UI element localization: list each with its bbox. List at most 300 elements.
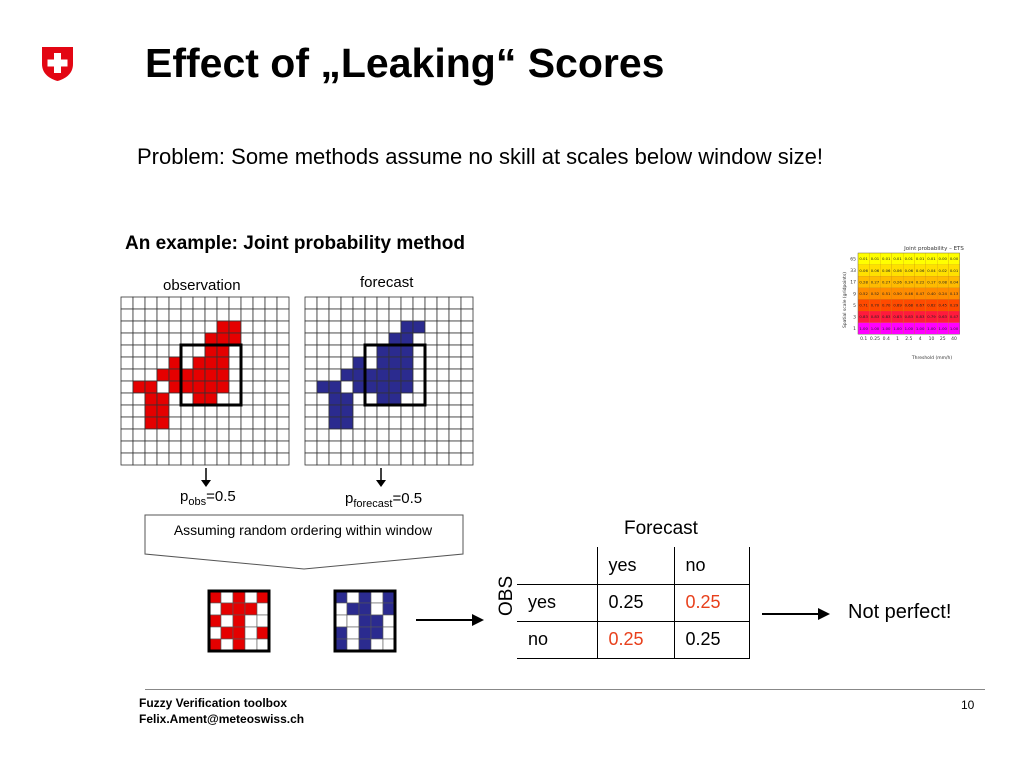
grid-cell [241, 441, 253, 453]
grid-cell [305, 429, 317, 441]
grid-cell [329, 297, 341, 309]
cell-no-yes: 0.25 [597, 621, 674, 658]
thumbnail-value: 0.06 [859, 267, 868, 273]
filled-cell [377, 345, 389, 357]
grid-cell [229, 381, 241, 393]
grid-cell [121, 405, 133, 417]
filled-cell [389, 345, 401, 357]
grid-cell [353, 393, 365, 405]
thumbnail-x-tick: 2.5 [905, 337, 913, 343]
grid-cell [377, 333, 389, 345]
grid-cell [253, 405, 265, 417]
grid-cell [169, 309, 181, 321]
right-arrow-icon [416, 612, 484, 628]
grid-cell [413, 441, 425, 453]
grid-cell [121, 441, 133, 453]
col-header-no: no [674, 547, 749, 584]
grid-cell [181, 309, 193, 321]
filled-cell [193, 369, 205, 381]
filled-cell [371, 615, 383, 627]
filled-cell [181, 381, 193, 393]
grid-cell [229, 405, 241, 417]
grid-cell [133, 429, 145, 441]
grid-cell [413, 381, 425, 393]
grid-cell [317, 453, 329, 465]
filled-cell [383, 603, 395, 615]
grid-cell [133, 369, 145, 381]
grid-cell [253, 309, 265, 321]
thumbnail-x-tick: 0.1 [860, 337, 868, 343]
grid-cell [305, 405, 317, 417]
thumbnail-y-tick: 3 [853, 315, 856, 321]
filled-cell [359, 615, 371, 627]
filled-cell [341, 417, 353, 429]
filled-cell [209, 615, 221, 627]
grid-cell [205, 321, 217, 333]
grid-cell [461, 453, 473, 465]
thumbnail-value: 0.47 [915, 291, 925, 296]
filled-cell [347, 603, 359, 615]
filled-cell [205, 357, 217, 369]
filled-cell [193, 357, 205, 369]
grid-cell [389, 309, 401, 321]
filled-cell [413, 321, 425, 333]
grid-cell [341, 309, 353, 321]
grid-cell [265, 441, 277, 453]
thumbnail-value: 0.83 [893, 314, 902, 320]
thumbnail-x-tick: 4 [918, 337, 922, 343]
ets-thumbnail-chart [840, 242, 964, 360]
grid-cell [365, 405, 377, 417]
filled-cell [133, 381, 145, 393]
grid-cell [425, 297, 437, 309]
grid-cell [229, 297, 241, 309]
contingency-table [517, 547, 750, 659]
grid-cell [305, 417, 317, 429]
grid-cell [461, 429, 473, 441]
grid-cell [241, 417, 253, 429]
thumbnail-value: 0.06 [904, 267, 914, 273]
filled-cell [401, 357, 413, 369]
grid-cell [329, 333, 341, 345]
thumbnail-value: 0.06 [870, 267, 880, 273]
filled-cell [353, 381, 365, 393]
grid-cell [277, 405, 289, 417]
filled-cell [217, 357, 229, 369]
grid-cell [193, 321, 205, 333]
grid-cell [193, 441, 205, 453]
assumption-text: Assuming random ordering within window [173, 522, 433, 538]
grid-cell [425, 369, 437, 381]
grid-cell [241, 309, 253, 321]
grid-cell [353, 429, 365, 441]
grid-cell [181, 441, 193, 453]
grid-cell [193, 429, 205, 441]
grid-cell [365, 333, 377, 345]
thumbnail-x-tick: 0.25 [869, 337, 880, 343]
grid-cell [305, 321, 317, 333]
thumbnail-title: Joint probability – ETS [904, 246, 964, 252]
grid-cell [245, 591, 257, 603]
grid-cell [317, 417, 329, 429]
grid-cell [365, 453, 377, 465]
grid-cell [437, 297, 449, 309]
grid-cell [277, 381, 289, 393]
grid-cell [389, 453, 401, 465]
grid-cell [169, 453, 181, 465]
thumbnail-value: 0.83 [882, 314, 891, 320]
grid-cell [277, 333, 289, 345]
filled-cell [205, 381, 217, 393]
grid-cell [229, 453, 241, 465]
grid-cell [425, 393, 437, 405]
thumbnail-value: 0.01 [915, 256, 925, 262]
grid-cell [121, 357, 133, 369]
grid-cell [383, 627, 395, 639]
grid-cell [305, 393, 317, 405]
grid-cell [335, 615, 347, 627]
grid-cell [341, 333, 353, 345]
grid-cell [209, 603, 221, 615]
grid-cell [221, 639, 233, 651]
filled-cell [401, 321, 413, 333]
grid-cell [437, 393, 449, 405]
grid-cell [341, 357, 353, 369]
forecast-grid [305, 297, 473, 465]
thumbnail-value: 0.13 [949, 291, 959, 296]
grid-cell [133, 333, 145, 345]
grid-cell [317, 357, 329, 369]
grid-cell [437, 309, 449, 321]
grid-cell [181, 321, 193, 333]
thumbnail-value: 0.50 [893, 291, 902, 296]
thumbnail-value: 0.83 [904, 314, 914, 320]
grid-cell [253, 297, 265, 309]
thumbnail-value: 0.40 [927, 291, 936, 296]
page-number: 10 [961, 698, 975, 712]
grid-cell [193, 417, 205, 429]
table-obs-label: OBS [496, 575, 517, 616]
grid-cell [121, 429, 133, 441]
grid-cell [377, 417, 389, 429]
grid-cell [329, 369, 341, 381]
grid-cell [277, 393, 289, 405]
grid-cell [449, 345, 461, 357]
grid-cell [157, 345, 169, 357]
footer-email: Felix.Ament@meteoswiss.ch [139, 712, 305, 726]
thumbnail-value: 0.27 [882, 279, 891, 285]
filled-cell [209, 591, 221, 603]
grid-cell [413, 453, 425, 465]
thumbnail-value: 0.24 [938, 291, 947, 296]
grid-cell [169, 345, 181, 357]
grid-cell [169, 429, 181, 441]
grid-cell [169, 417, 181, 429]
filled-cell [317, 381, 329, 393]
grid-cell [277, 429, 289, 441]
filled-cell [205, 345, 217, 357]
thumbnail-value: 0.04 [927, 267, 936, 273]
grid-cell [121, 309, 133, 321]
grid-cell [461, 381, 473, 393]
thumbnail-value: 0.06 [915, 267, 925, 273]
grid-cell [437, 429, 449, 441]
grid-cell [317, 333, 329, 345]
filled-cell [389, 393, 401, 405]
thumbnail-x-tick: 0.4 [882, 337, 890, 343]
grid-cell [341, 321, 353, 333]
filled-cell [181, 369, 193, 381]
grid-cell [413, 357, 425, 369]
filled-cell [193, 393, 205, 405]
grid-cell [437, 453, 449, 465]
grid-cell [241, 453, 253, 465]
grid-cell [277, 321, 289, 333]
grid-cell [437, 333, 449, 345]
grid-cell [277, 369, 289, 381]
grid-cell [449, 405, 461, 417]
thumbnail-x-tick: 10 [928, 337, 935, 343]
filled-cell [353, 369, 365, 381]
grid-cell [449, 333, 461, 345]
grid-cell [437, 345, 449, 357]
grid-cell [121, 321, 133, 333]
grid-cell [341, 381, 353, 393]
grid-cell [169, 321, 181, 333]
grid-cell [145, 297, 157, 309]
filled-cell [401, 369, 413, 381]
grid-cell [133, 321, 145, 333]
grid-cell [401, 405, 413, 417]
grid-cell [217, 417, 229, 429]
grid-cell [401, 441, 413, 453]
filled-cell [217, 369, 229, 381]
grid-cell [401, 309, 413, 321]
filled-cell [401, 345, 413, 357]
grid-cell [169, 405, 181, 417]
grid-cell [241, 429, 253, 441]
grid-cell [329, 357, 341, 369]
grid-cell [265, 381, 277, 393]
thumbnail-value: 1.00 [938, 325, 947, 331]
grid-cell [371, 639, 383, 651]
grid-cell [229, 393, 241, 405]
filled-cell [221, 603, 233, 615]
grid-cell [133, 393, 145, 405]
grid-cell [277, 357, 289, 369]
grid-cell [265, 321, 277, 333]
grid-cell [353, 417, 365, 429]
grid-cell [353, 297, 365, 309]
grid-cell [157, 297, 169, 309]
grid-cell [365, 321, 377, 333]
grid-cell [365, 297, 377, 309]
grid-cell [157, 453, 169, 465]
grid-cell [229, 309, 241, 321]
thumbnail-value: 1.00 [882, 325, 891, 331]
thumbnail-value: 0.28 [859, 279, 868, 285]
filled-cell [145, 405, 157, 417]
grid-cell [449, 453, 461, 465]
grid-cell [181, 453, 193, 465]
thumbnail-y-tick: 65 [850, 257, 856, 263]
grid-cell [181, 345, 193, 357]
grid-cell [341, 345, 353, 357]
grid-cell [449, 393, 461, 405]
thumbnail-value: 0.67 [915, 302, 925, 308]
filled-cell [233, 603, 245, 615]
thumbnail-value: 0.83 [915, 314, 925, 320]
grid-cell [265, 345, 277, 357]
thumbnail-value: 0.01 [870, 256, 880, 262]
filled-cell [377, 369, 389, 381]
grid-cell [377, 429, 389, 441]
grid-cell [253, 441, 265, 453]
random-obs-window [208, 590, 270, 652]
grid-cell [157, 441, 169, 453]
filled-cell [335, 591, 347, 603]
grid-cell [277, 309, 289, 321]
grid-cell [305, 357, 317, 369]
grid-cell [157, 429, 169, 441]
grid-cell [353, 405, 365, 417]
filled-cell [401, 333, 413, 345]
grid-cell [365, 357, 377, 369]
thumbnail-value: 0.52 [870, 291, 880, 296]
thumbnail-value: 0.04 [949, 279, 959, 285]
grid-cell [181, 429, 193, 441]
grid-cell [205, 405, 217, 417]
grid-cell [353, 309, 365, 321]
filled-cell [371, 627, 383, 639]
grid-cell [229, 345, 241, 357]
grid-cell [413, 405, 425, 417]
grid-cell [217, 393, 229, 405]
grid-cell [265, 309, 277, 321]
grid-cell [317, 309, 329, 321]
grid-cell [193, 453, 205, 465]
thumbnail-value: 0.00 [949, 256, 959, 262]
grid-cell [229, 417, 241, 429]
grid-cell [205, 297, 217, 309]
grid-cell [449, 297, 461, 309]
grid-cell [317, 321, 329, 333]
thumbnail-value: 1.00 [893, 325, 902, 331]
grid-cell [277, 297, 289, 309]
grid-cell [425, 453, 437, 465]
grid-cell [121, 453, 133, 465]
grid-cell [377, 405, 389, 417]
grid-cell [317, 429, 329, 441]
grid-cell [341, 297, 353, 309]
filled-cell [389, 333, 401, 345]
thumbnail-value: 0.52 [859, 291, 868, 296]
grid-cell [305, 333, 317, 345]
filled-cell [341, 369, 353, 381]
thumbnail-value: 0.46 [904, 291, 914, 296]
grid-cell [181, 297, 193, 309]
table-row [517, 584, 749, 621]
grid-cell [217, 441, 229, 453]
thumbnail-value: 0.69 [893, 302, 902, 308]
filled-cell [359, 627, 371, 639]
filled-cell [377, 381, 389, 393]
grid-cell [181, 357, 193, 369]
grid-cell [181, 417, 193, 429]
grid-cell [157, 381, 169, 393]
grid-cell [425, 321, 437, 333]
grid-cell [461, 297, 473, 309]
table-header-row [517, 547, 749, 584]
grid-cell [461, 405, 473, 417]
p-obs-label: $p_{obs}=0.5$ [180, 488, 236, 508]
thumbnail-value: 0.45 [938, 302, 947, 308]
thumbnail-value: 0.83 [870, 314, 880, 320]
grid-cell [425, 309, 437, 321]
grid-cell [461, 345, 473, 357]
grid-cell [241, 321, 253, 333]
grid-cell [305, 345, 317, 357]
grid-cell [461, 321, 473, 333]
grid-cell [229, 369, 241, 381]
thumbnail-value: 0.70 [870, 302, 880, 308]
grid-cell [193, 345, 205, 357]
grid-cell [265, 357, 277, 369]
grid-cell [449, 441, 461, 453]
filled-cell [229, 321, 241, 333]
grid-cell [425, 381, 437, 393]
filled-cell [157, 417, 169, 429]
filled-cell [245, 603, 257, 615]
grid-cell [145, 333, 157, 345]
grid-cell [169, 333, 181, 345]
grid-cell [317, 297, 329, 309]
filled-cell [157, 369, 169, 381]
grid-cell [449, 309, 461, 321]
grid-cell [305, 453, 317, 465]
grid-cell [365, 429, 377, 441]
grid-cell [413, 333, 425, 345]
thumbnail-value: 0.22 [915, 279, 925, 285]
forecast-label: forecast [360, 274, 414, 291]
grid-cell [305, 381, 317, 393]
grid-cell [437, 441, 449, 453]
grid-cell [449, 357, 461, 369]
grid-cell [265, 405, 277, 417]
grid-cell [383, 615, 395, 627]
thumbnail-value: 0.27 [870, 279, 880, 285]
grid-cell [413, 429, 425, 441]
grid-cell [145, 345, 157, 357]
grid-cell [317, 369, 329, 381]
filled-cell [217, 333, 229, 345]
grid-cell [377, 453, 389, 465]
grid-cell [133, 357, 145, 369]
grid-cell [265, 429, 277, 441]
grid-cell [193, 309, 205, 321]
filled-cell [401, 381, 413, 393]
filled-cell [193, 381, 205, 393]
swiss-shield-logo [41, 46, 74, 82]
filled-cell [209, 639, 221, 651]
grid-cell [133, 345, 145, 357]
grid-cell [253, 453, 265, 465]
thumbnail-value: 0.24 [904, 279, 914, 285]
grid-cell [449, 321, 461, 333]
filled-cell [233, 627, 245, 639]
filled-cell [389, 381, 401, 393]
filled-cell [233, 591, 245, 603]
